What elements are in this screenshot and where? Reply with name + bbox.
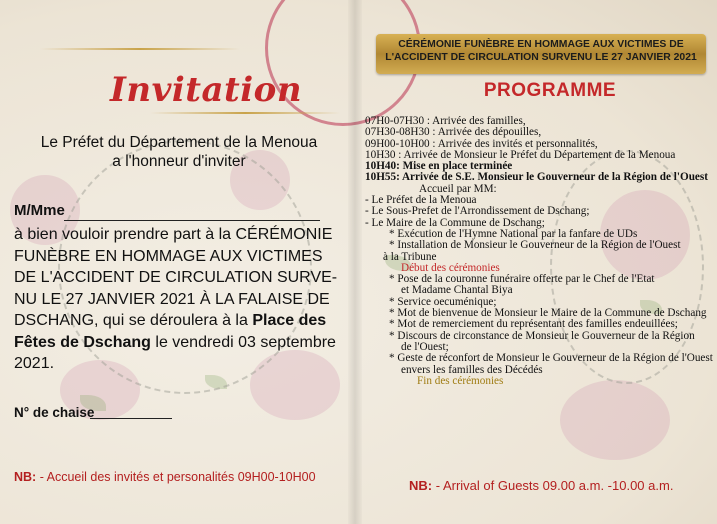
programme-item: et Madame Chantal Biya: [401, 284, 513, 297]
programme-item: Fin des cérémonies: [417, 374, 504, 387]
programme-item: 07H0-07H30 : Arrivée des familles,: [365, 115, 526, 127]
seat-number-label: N° de chaise: [14, 405, 95, 420]
programme-item: 07H30-08H30 : Arrivée des dépouilles,: [365, 126, 542, 139]
programme-item: * Service oecuménique;: [389, 295, 497, 308]
programme-item: * Mot de bienvenue de Monsieur le Maire de la Commune de Dschang: [389, 307, 707, 320]
invitation-title: Invitation: [110, 70, 303, 110]
programme-banner-text: [376, 38, 706, 64]
programme-item: 09H00-10H00 : Arrivée des invités et personnalités,: [365, 137, 598, 150]
body-line: DE L'ACCIDENT DE CIRCULATION SURVE-: [14, 269, 338, 286]
programme-item: 10H55: Arrivée de S.E. Monsieur le Gouverneur de la Région de l'Ouest: [365, 171, 708, 184]
nb-note-left: [14, 470, 316, 484]
nb-note-right: [409, 478, 673, 493]
programme-item: * Pose de la couronne funéraire offerte par le Chef de l'Etat: [389, 273, 655, 286]
programme-item: * Discours de circonstance de Monsieur le Gouverneur de la Région: [389, 329, 695, 342]
programme-item: - Le Sous-Prefet de l'Arrondissement de Dschang;: [365, 205, 590, 218]
programme-item: Début des cérémonies: [401, 261, 500, 274]
body-line: FUNÈBRE EN HOMMAGE AUX VICTIMES: [14, 247, 323, 265]
nb-label: NB:: [409, 478, 433, 493]
venue-text: Fêtes de Dschang: [14, 333, 151, 351]
invitation-body: [14, 224, 338, 375]
nb-text: - Accueil des invités et personalités 09H00-10H00: [36, 470, 316, 484]
programme-item: 10H40: Mise en place terminée: [365, 160, 513, 173]
programme-list: [365, 115, 713, 387]
programme-item: * Mot de remerciement du représentant des familles endeuillées;: [389, 318, 678, 331]
date-text: le vendredi 03 septembre: [150, 333, 336, 351]
seat-number-line: [90, 418, 172, 419]
nb-label: NB:: [14, 470, 37, 484]
guest-name-label: M/Mme: [14, 202, 65, 219]
body-text: DSCHANG, qui se déroulera à la: [14, 312, 253, 329]
body-line: à bien vouloir prendre part à la CÉRÉMONIE: [14, 226, 333, 243]
programme-item: 10H30 : Arrivée de Monsieur le Préfet du Département de la Menoua: [365, 148, 676, 161]
programme-item: * Exécution de l'Hymne National par la fanfare de UDs: [389, 227, 638, 240]
card-fold: [348, 0, 362, 524]
body-line: 2021.: [14, 355, 55, 372]
prefet-line: Le Préfet du Département de la Menoua: [40, 134, 318, 151]
body-line: [14, 310, 338, 332]
prefet-line: a l'honneur d'inviter: [112, 153, 246, 170]
banner-line: L'ACCIDENT DE CIRCULATION SURVENU LE 27 JANVIER 2021: [385, 52, 697, 63]
programme-item: - Le Préfet de la Menoua: [365, 194, 477, 207]
prefet-text: [14, 133, 344, 171]
flower-decoration: [560, 380, 670, 460]
programme-title: PROGRAMME: [483, 80, 617, 101]
gold-divider: [40, 48, 240, 50]
programme-item: de l'Ouest;: [401, 340, 449, 353]
body-line: [14, 332, 338, 354]
gold-divider: [150, 112, 340, 114]
programme-item: * Installation de Monsieur le Gouverneur de la Région de l'Ouest: [389, 239, 681, 252]
programme-item: Accueil par MM:: [419, 182, 497, 195]
programme-item: à la Tribune: [383, 250, 437, 263]
programme-item: * Geste de réconfort de Monsieur le Gouverneur de la Région de l'Ouest: [389, 352, 713, 365]
venue-text: Place des: [252, 312, 327, 329]
body-line: NU LE 27 JANVIER 2021 À LA FALAISE DE: [14, 290, 330, 308]
programme-item: envers les familles des Décédés: [401, 363, 543, 376]
banner-line: CÉRÉMONIE FUNÈBRE EN HOMMAGE AUX VICTIMES DE: [398, 39, 684, 50]
nb-text: - Arrival of Guests 09.00 a.m. -10.00 a.m.: [432, 478, 674, 493]
programme-item: - Le Maire de la Commune de Dschang;: [365, 216, 545, 229]
guest-name-line: [64, 220, 320, 221]
